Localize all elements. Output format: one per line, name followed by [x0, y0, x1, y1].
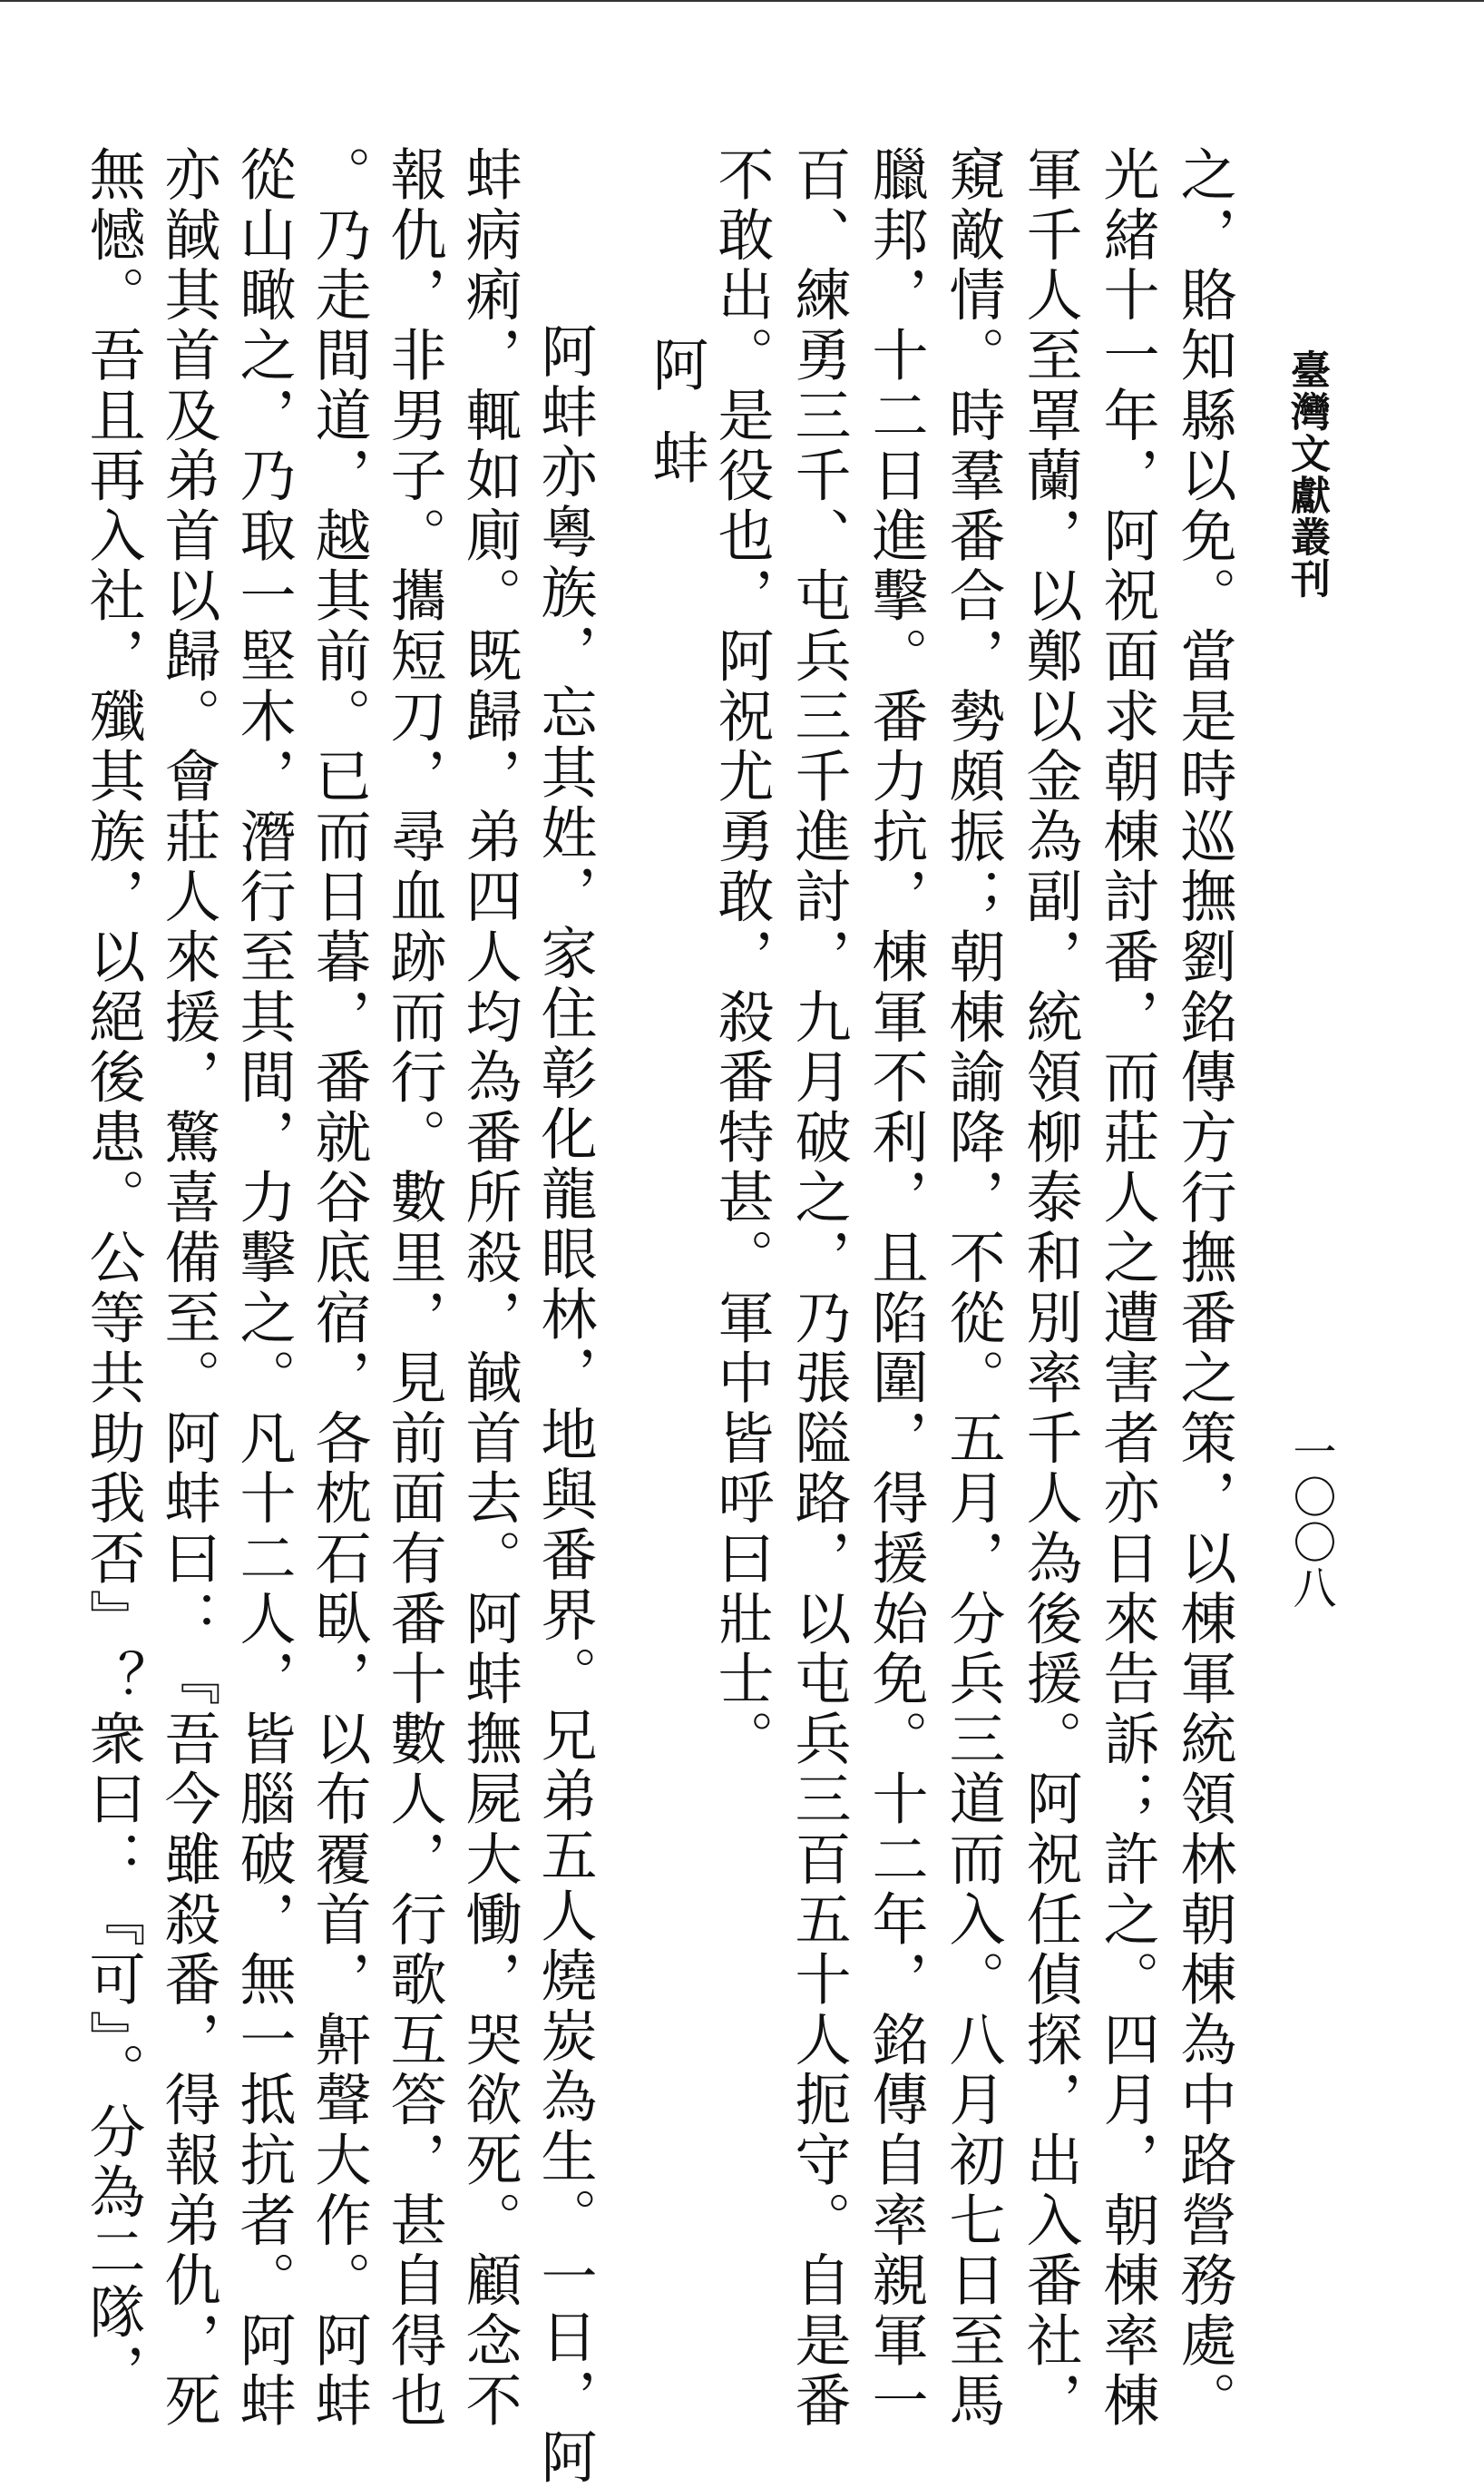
top-rule — [0, 0, 1484, 2]
text-column: 之，賂知縣以免。當是時巡撫劉銘傳方行撫番之策，以棟軍統領林朝棟為中路營務處。 — [1171, 145, 1237, 2432]
text-column: 窺敵情。時羣番合，勢頗振；朝棟諭降，不從。五月，分兵三道而入。八月初七日至馬 — [940, 145, 1006, 2432]
text-column: 亦馘其首及弟首以歸。會莊人來援，驚喜備至。阿蚌曰：『吾今雖殺番，得報弟仇，死 — [155, 145, 221, 2432]
section-title: 阿蚌 — [643, 336, 709, 521]
text-column: 不敢出。是役也，阿祝尤勇敢，殺番特甚。軍中皆呼曰壯士。 — [708, 145, 775, 1770]
text-column: 光緒十一年，阿祝面求朝棟討番，而莊人之遭害者亦日來告訴；許之。四月，朝棟率棟 — [1094, 145, 1160, 2432]
text-column: 軍千人至罩蘭，以鄭以金為副，統領柳泰和別率千人為後援。阿祝任偵探，出入番社， — [1017, 145, 1083, 2432]
text-column: 。乃走間道，越其前。已而日暮，番就谷底宿，各枕石臥，以布覆首，鼾聲大作。阿蚌 — [306, 145, 372, 2432]
text-column: 報仇，非男子。攜短刀，尋血跡而行。數里，見前面有番十數人，行歌互答，甚自得也 — [381, 145, 447, 2432]
running-head: 臺灣文獻叢刊 — [1284, 349, 1330, 600]
text-column: 蚌病痢，輒如廁。既歸，弟四人均為番所殺，馘首去。阿蚌撫屍大慟，哭欲死。顧念不 — [456, 145, 522, 2432]
text-column: 從山瞰之，乃取一堅木，潛行至其間，力擊之。凡十二人，皆腦破，無一抵抗者。阿蚌 — [230, 145, 297, 2432]
text-column: 無憾。吾且再入社，殲其族，以絕後患。公等共助我否』？衆曰：『可』。分為二隊， — [80, 145, 146, 2404]
text-column: 阿蚌亦粵族，忘其姓，家住彰化龍眼林，地與番界。兄弟五人燒炭為生。一日，阿 — [532, 322, 598, 2488]
page-number: 一〇〇八 — [1285, 1429, 1336, 1611]
text-column: 臘邦，十二日進擊。番力抗，棟軍不利，且陷圍，得援始免。十二年，銘傳自率親軍一 — [863, 145, 929, 2432]
text-column: 百、練勇三千、屯兵三千進討，九月破之，乃張隘路，以屯兵三百五十人扼守。自是番 — [786, 145, 852, 2432]
